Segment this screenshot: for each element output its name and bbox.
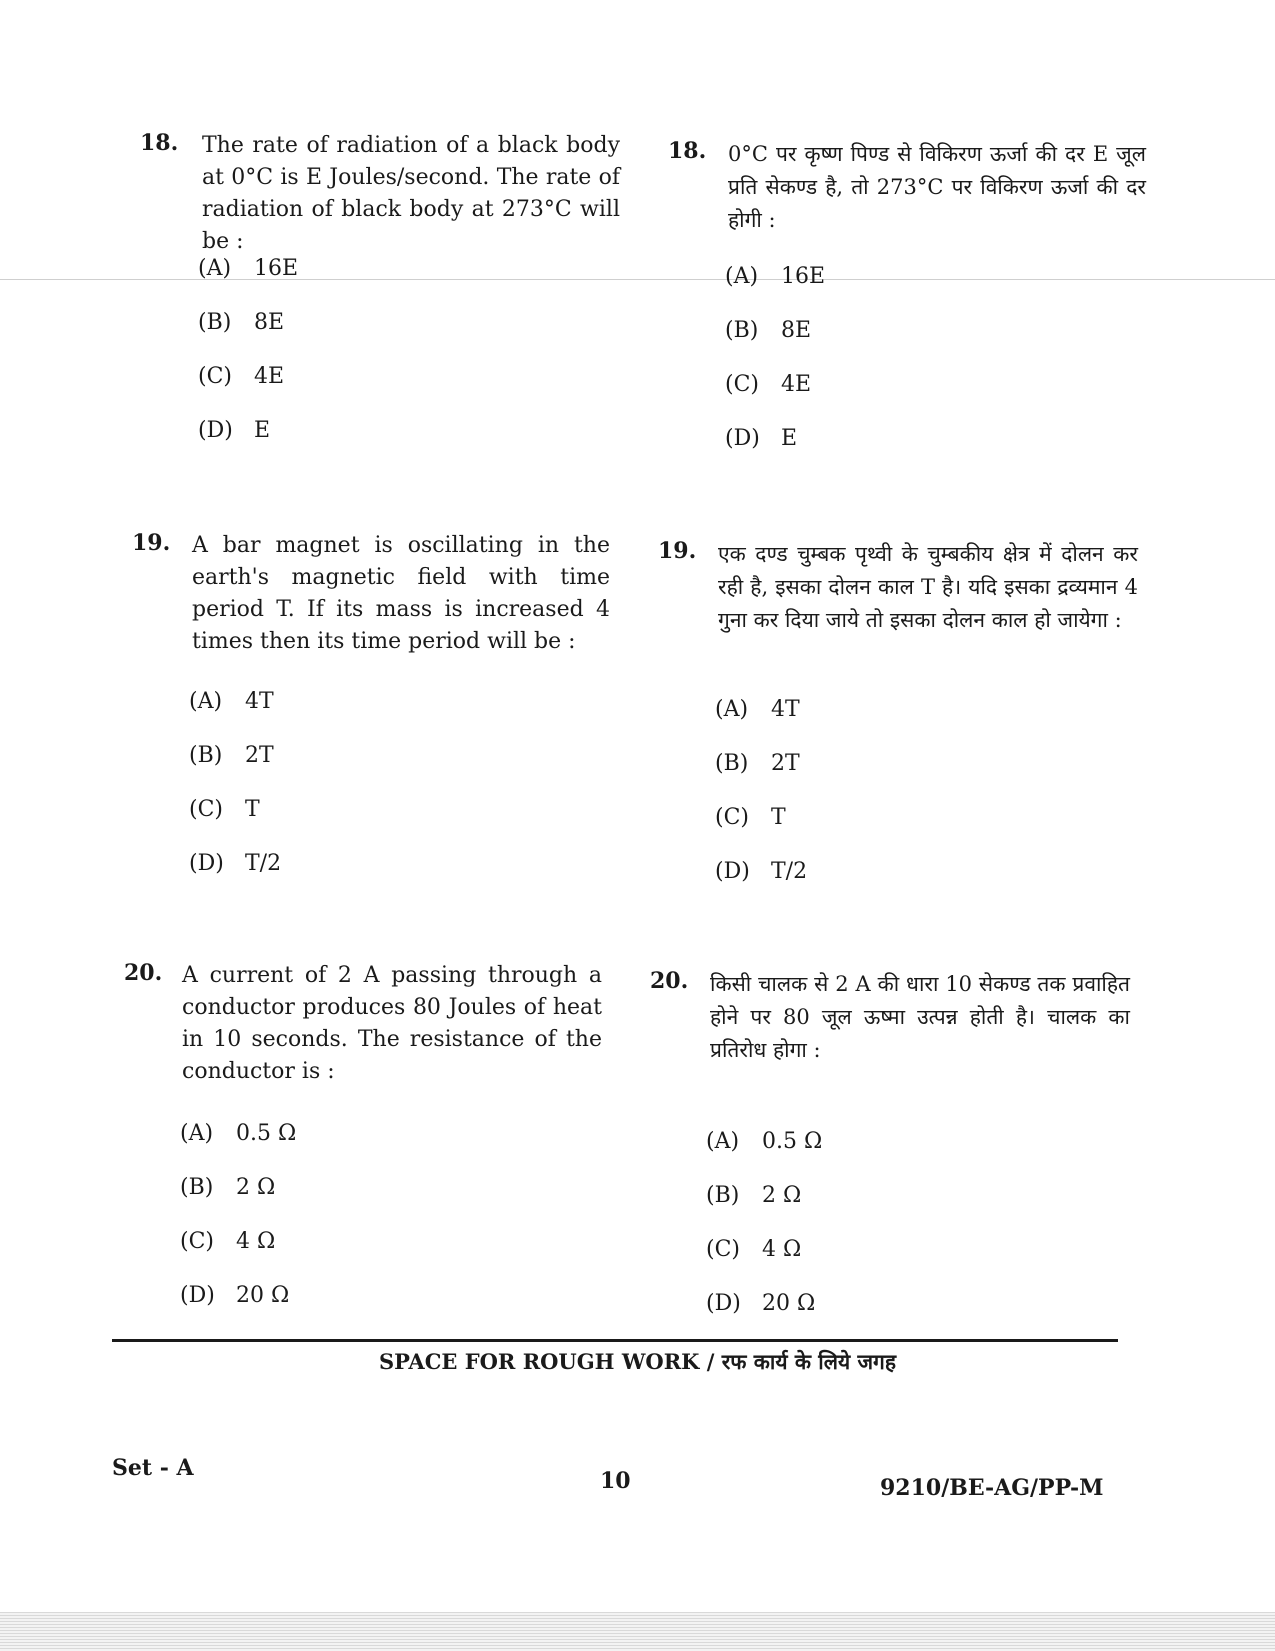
option-label: (A) — [180, 1121, 214, 1146]
option-label: (D) — [715, 859, 750, 884]
option-label: (A) — [725, 264, 759, 289]
option-label: (C) — [198, 364, 232, 389]
question-19-english — [132, 530, 622, 900]
rough-work-heading: SPACE FOR ROUGH WORK / रफ कार्य के लिये जगह — [378, 1349, 897, 1374]
option-label: (A) — [715, 697, 749, 722]
option-b — [180, 1175, 275, 1200]
option-value: 0.5 Ω — [236, 1121, 297, 1146]
question-19-hindi — [658, 538, 1158, 908]
option-value: 16E — [781, 264, 826, 289]
option-a — [715, 697, 800, 722]
question-number: 18. — [140, 130, 179, 156]
scan-bottom-band — [0, 1612, 1275, 1651]
option-label: (A) — [198, 256, 232, 281]
option-label: (B) — [198, 310, 232, 335]
option-label: (D) — [706, 1291, 741, 1316]
option-c — [725, 372, 811, 397]
option-label: (C) — [180, 1229, 214, 1254]
option-c — [706, 1237, 801, 1262]
question-number: 19. — [132, 530, 171, 556]
question-number: 19. — [658, 538, 697, 564]
option-value: 2 Ω — [762, 1183, 802, 1208]
option-label: (C) — [715, 805, 749, 830]
option-value: 4E — [254, 364, 285, 389]
option-c — [715, 805, 786, 830]
option-d — [198, 418, 270, 443]
question-number: 18. — [668, 138, 707, 164]
question-text: A bar magnet is oscillating in the earth's magnetic field with time period T. If its mass is increased 4 times then its time period will be : — [192, 533, 610, 654]
option-a — [706, 1129, 822, 1154]
footer-page-number: 10 — [600, 1468, 631, 1494]
option-value: 8E — [781, 318, 812, 343]
option-b — [715, 751, 800, 776]
option-label: (B) — [189, 743, 223, 768]
footer-set: Set - A — [112, 1455, 194, 1481]
option-c — [189, 797, 260, 822]
option-d — [706, 1291, 815, 1316]
option-value: 4 Ω — [236, 1229, 276, 1254]
question-number: 20. — [650, 968, 689, 994]
option-value: T/2 — [245, 851, 282, 876]
option-d — [715, 859, 807, 884]
footer-paper-code: 9210/BE-AG/PP-M — [880, 1475, 1104, 1501]
question-20-hindi — [650, 968, 1160, 1328]
option-value: 0.5 Ω — [762, 1129, 823, 1154]
question-text: किसी चालक से 2 A की धारा 10 सेकण्ड तक प्रवाहित होने पर 80 जूल ऊष्मा उत्पन्न होती है। चालक का प्रतिरोध होगा : — [710, 972, 1130, 1062]
option-value: 4T — [245, 689, 274, 714]
option-label: (D) — [180, 1283, 215, 1308]
option-c — [198, 364, 284, 389]
option-b — [706, 1183, 801, 1208]
option-value: 4E — [781, 372, 812, 397]
option-label: (C) — [706, 1237, 740, 1262]
option-label: (B) — [725, 318, 759, 343]
option-value: 4T — [771, 697, 800, 722]
option-label: (C) — [189, 797, 223, 822]
question-18-english — [140, 130, 620, 460]
question-number: 20. — [124, 960, 163, 986]
option-value: 2T — [771, 751, 800, 776]
option-a — [180, 1121, 296, 1146]
option-value: 20 Ω — [762, 1291, 816, 1316]
option-d — [725, 426, 797, 451]
option-label: (B) — [180, 1175, 214, 1200]
option-value: 2T — [245, 743, 274, 768]
rough-work-divider — [112, 1339, 1118, 1342]
option-value: T — [771, 805, 786, 830]
option-d — [180, 1283, 289, 1308]
question-text: A current of 2 A passing through a conductor produces 80 Joules of heat in 10 seconds. The resistance of the conductor is : — [182, 963, 602, 1084]
option-label: (B) — [706, 1183, 740, 1208]
option-c — [180, 1229, 275, 1254]
option-b — [198, 310, 284, 335]
option-value: 2 Ω — [236, 1175, 276, 1200]
question-text: The rate of radiation of a black body at 0°C is E Joules/second. The rate of radiation of black body at 273°C will be : — [202, 133, 620, 254]
option-label: (C) — [725, 372, 759, 397]
option-d — [189, 851, 281, 876]
option-value: 20 Ω — [236, 1283, 290, 1308]
option-value: T/2 — [771, 859, 808, 884]
question-20-english — [124, 960, 624, 1320]
option-b — [725, 318, 811, 343]
option-label: (D) — [725, 426, 760, 451]
option-a — [198, 256, 298, 281]
option-a — [189, 689, 274, 714]
option-a — [725, 264, 825, 289]
option-value: T — [245, 797, 260, 822]
option-value: 8E — [254, 310, 285, 335]
option-value: E — [254, 418, 271, 443]
option-value: E — [781, 426, 798, 451]
option-value: 4 Ω — [762, 1237, 802, 1262]
question-text: एक दण्ड चुम्बक पृथ्वी के चुम्बकीय क्षेत्र में दोलन कर रही है, इसका दोलन काल T है। यदि इसका द्रव्यमान 4 गुना कर दिया जाये तो इसका दोलन काल हो जायेगा : — [718, 542, 1138, 632]
option-label: (D) — [198, 418, 233, 443]
option-label: (B) — [715, 751, 749, 776]
question-text: 0°C पर कृष्ण पिण्ड से विकिरण ऊर्जा की दर E जूल प्रति सेकण्ड है, तो 273°C पर विकिरण ऊर्जा की दर होगी : — [728, 142, 1146, 232]
option-label: (A) — [189, 689, 223, 714]
option-value: 16E — [254, 256, 299, 281]
option-label: (D) — [189, 851, 224, 876]
option-label: (A) — [706, 1129, 740, 1154]
question-18-hindi — [668, 138, 1158, 468]
option-b — [189, 743, 274, 768]
